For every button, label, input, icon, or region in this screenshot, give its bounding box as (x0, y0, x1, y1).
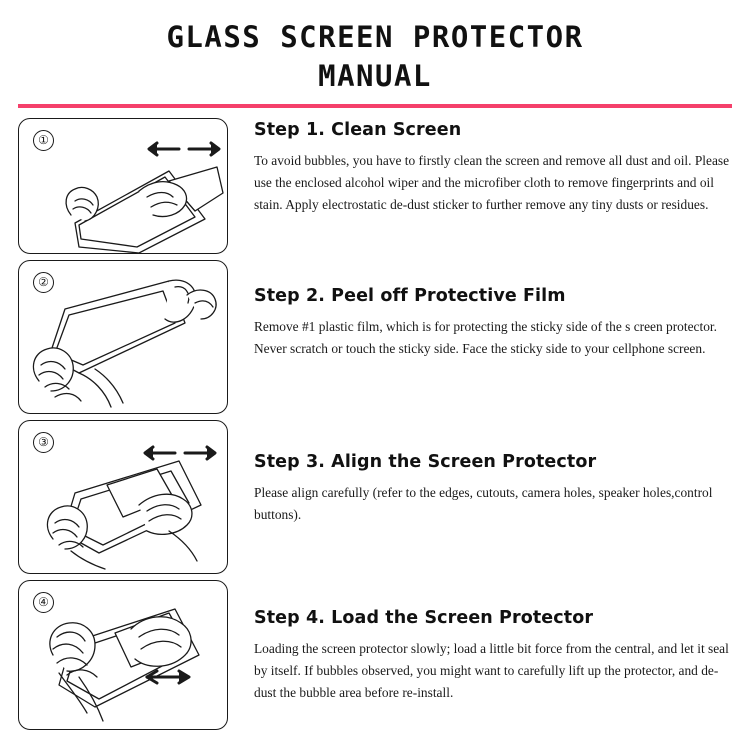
step-badge: ③ (33, 432, 54, 453)
step-text (228, 420, 750, 525)
step-badge: ① (33, 130, 54, 151)
step-item (0, 420, 750, 574)
title-divider (18, 104, 732, 108)
step-text (228, 260, 750, 359)
step-text (228, 118, 750, 215)
step-body: Please align carefully (refer to the edges, cutouts, camera holes, speaker holes,control buttons). (254, 485, 713, 522)
page-title-line-1: GLASS SCREEN PROTECTOR (166, 20, 584, 54)
title-block (0, 0, 750, 108)
step-heading: Step 1. Clean Screen (254, 120, 462, 141)
step-item (0, 260, 750, 414)
step-heading: Step 2. Peel off Protective Film (254, 286, 566, 307)
step-text (228, 580, 750, 703)
step-body: To avoid bubbles, you have to firstly clean the screen and remove all dust and oil. Please use the enclosed alcohol wiper and the microfiber cloth to remove fingerprints and oil stain. Apply electrostatic de-dust sticker to further remove any tiny dusts or residues. (254, 153, 730, 212)
step-body: Remove #1 plastic film, which is for protecting the sticky side of the s creen protector. Never scratch or touch the sticky side. Face the sticky side to your cellphone screen. (254, 319, 717, 356)
steps-list (0, 118, 750, 730)
step-badge: ④ (33, 592, 54, 613)
step-heading: Step 4. Load the Screen Protector (254, 608, 594, 629)
illustration-align-protector (18, 420, 228, 574)
illustration-clean-screen (18, 118, 228, 254)
step-badge: ② (33, 272, 54, 293)
step-item (0, 580, 750, 730)
step-heading: Step 3. Align the Screen Protector (254, 452, 597, 473)
illustration-load-protector (18, 580, 228, 730)
page-title-line-2: MANUAL (318, 59, 432, 94)
illustration-peel-film (18, 260, 228, 414)
step-body: Loading the screen protector slowly; load a little bit force from the central, and let it seal by itself. If bubbles observed, you might want to carefully lift up the protector, and de-dust the bubble area before re-install. (254, 641, 729, 700)
step-item (0, 118, 750, 254)
